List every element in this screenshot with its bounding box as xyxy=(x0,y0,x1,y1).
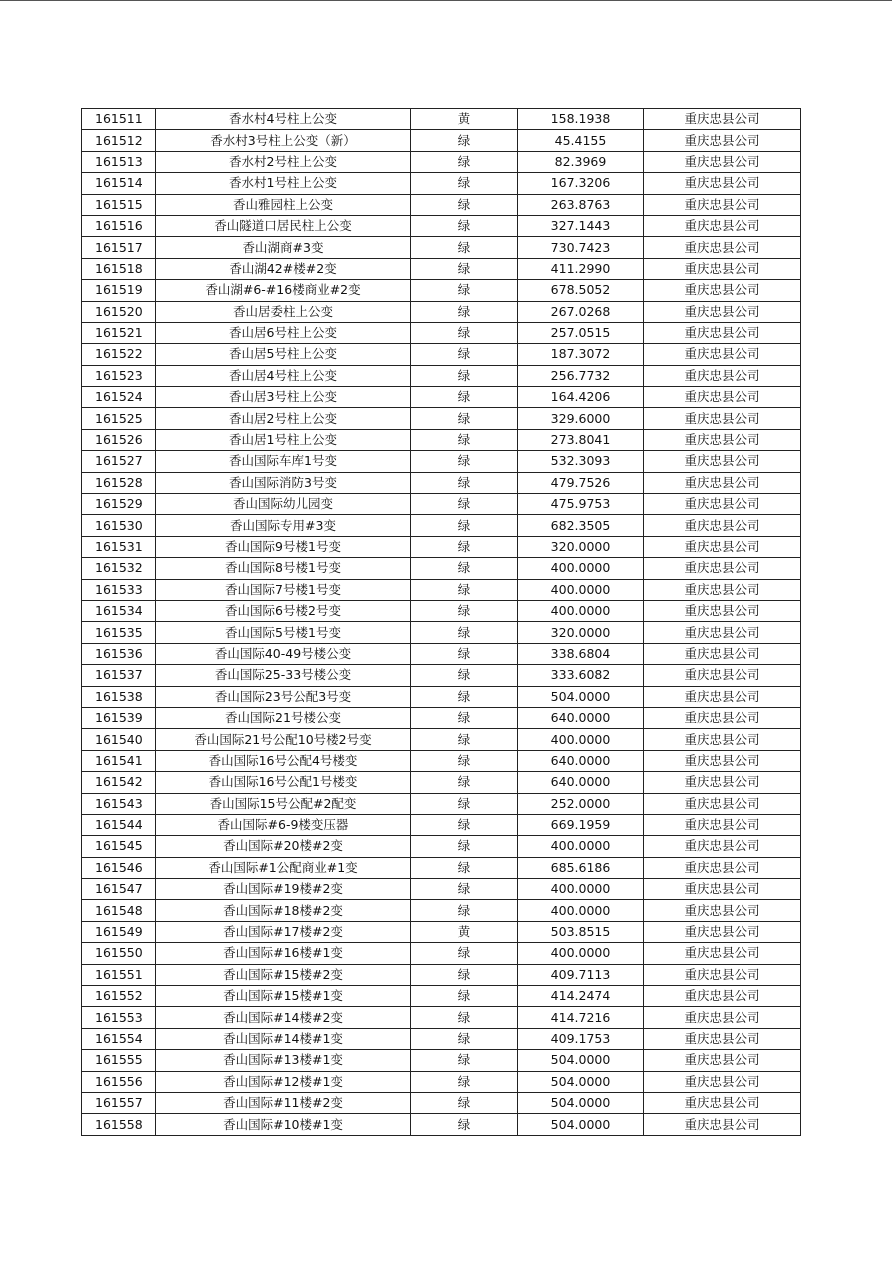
company-cell: 重庆忠县公司 xyxy=(644,1007,801,1028)
value-cell: 640.0000 xyxy=(518,772,644,793)
company-cell: 重庆忠县公司 xyxy=(644,857,801,878)
table-row xyxy=(82,173,801,194)
value-cell: 504.0000 xyxy=(518,1071,644,1092)
table-row xyxy=(82,964,801,985)
status-cell: 绿 xyxy=(411,237,518,258)
table-row xyxy=(82,1028,801,1049)
company-cell: 重庆忠县公司 xyxy=(644,130,801,151)
id-cell: 161536 xyxy=(82,643,156,664)
value-cell: 479.7526 xyxy=(518,472,644,493)
id-cell: 161529 xyxy=(82,494,156,515)
status-cell: 绿 xyxy=(411,515,518,536)
status-cell: 绿 xyxy=(411,814,518,835)
status-cell: 绿 xyxy=(411,494,518,515)
company-cell: 重庆忠县公司 xyxy=(644,237,801,258)
page-top-border xyxy=(0,0,892,1)
status-cell: 绿 xyxy=(411,750,518,771)
company-cell: 重庆忠县公司 xyxy=(644,1028,801,1049)
status-cell: 绿 xyxy=(411,130,518,151)
company-cell: 重庆忠县公司 xyxy=(644,194,801,215)
status-cell: 黄 xyxy=(411,921,518,942)
name-cell: 香山国际21号楼公变 xyxy=(156,707,411,728)
status-cell: 绿 xyxy=(411,579,518,600)
status-cell: 绿 xyxy=(411,472,518,493)
value-cell: 685.6186 xyxy=(518,857,644,878)
name-cell: 香山国际专用#3变 xyxy=(156,515,411,536)
value-cell: 678.5052 xyxy=(518,280,644,301)
table-row xyxy=(82,194,801,215)
id-cell: 161516 xyxy=(82,215,156,236)
name-cell: 香山国际车库1号变 xyxy=(156,451,411,472)
status-cell: 绿 xyxy=(411,365,518,386)
status-cell: 绿 xyxy=(411,707,518,728)
value-cell: 730.7423 xyxy=(518,237,644,258)
company-cell: 重庆忠县公司 xyxy=(644,215,801,236)
company-cell: 重庆忠县公司 xyxy=(644,986,801,1007)
id-cell: 161553 xyxy=(82,1007,156,1028)
value-cell: 409.1753 xyxy=(518,1028,644,1049)
name-cell: 香山国际16号公配1号楼变 xyxy=(156,772,411,793)
company-cell: 重庆忠县公司 xyxy=(644,1092,801,1113)
name-cell: 香山国际6号楼2号变 xyxy=(156,600,411,621)
value-cell: 164.4206 xyxy=(518,387,644,408)
value-cell: 329.6000 xyxy=(518,408,644,429)
value-cell: 504.0000 xyxy=(518,1050,644,1071)
company-cell: 重庆忠县公司 xyxy=(644,707,801,728)
value-cell: 400.0000 xyxy=(518,729,644,750)
company-cell: 重庆忠县公司 xyxy=(644,900,801,921)
table-row xyxy=(82,622,801,643)
value-cell: 532.3093 xyxy=(518,451,644,472)
table-row xyxy=(82,451,801,472)
value-cell: 400.0000 xyxy=(518,558,644,579)
id-cell: 161551 xyxy=(82,964,156,985)
name-cell: 香水村3号柱上公变（新） xyxy=(156,130,411,151)
name-cell: 香山国际8号楼1号变 xyxy=(156,558,411,579)
company-cell: 重庆忠县公司 xyxy=(644,836,801,857)
company-cell: 重庆忠县公司 xyxy=(644,387,801,408)
name-cell: 香山国际#14楼#1变 xyxy=(156,1028,411,1049)
company-cell: 重庆忠县公司 xyxy=(644,793,801,814)
company-cell: 重庆忠县公司 xyxy=(644,600,801,621)
id-cell: 161538 xyxy=(82,686,156,707)
status-cell: 绿 xyxy=(411,151,518,172)
table-row xyxy=(82,494,801,515)
id-cell: 161511 xyxy=(82,109,156,130)
value-cell: 504.0000 xyxy=(518,686,644,707)
name-cell: 香山国际#13楼#1变 xyxy=(156,1050,411,1071)
value-cell: 320.0000 xyxy=(518,536,644,557)
table-row xyxy=(82,921,801,942)
table-row xyxy=(82,772,801,793)
value-cell: 256.7732 xyxy=(518,365,644,386)
table-row xyxy=(82,1071,801,1092)
company-cell: 重庆忠县公司 xyxy=(644,665,801,686)
id-cell: 161513 xyxy=(82,151,156,172)
table-row xyxy=(82,387,801,408)
company-cell: 重庆忠县公司 xyxy=(644,750,801,771)
id-cell: 161518 xyxy=(82,258,156,279)
id-cell: 161514 xyxy=(82,173,156,194)
transformer-table xyxy=(81,108,801,1136)
status-cell: 绿 xyxy=(411,408,518,429)
status-cell: 绿 xyxy=(411,686,518,707)
status-cell: 绿 xyxy=(411,536,518,557)
table-row xyxy=(82,408,801,429)
id-cell: 161533 xyxy=(82,579,156,600)
status-cell: 绿 xyxy=(411,280,518,301)
name-cell: 香山国际25-33号楼公变 xyxy=(156,665,411,686)
company-cell: 重庆忠县公司 xyxy=(644,686,801,707)
value-cell: 400.0000 xyxy=(518,600,644,621)
table-row xyxy=(82,109,801,130)
status-cell: 绿 xyxy=(411,793,518,814)
name-cell: 香山居1号柱上公变 xyxy=(156,429,411,450)
status-cell: 绿 xyxy=(411,429,518,450)
id-cell: 161550 xyxy=(82,943,156,964)
id-cell: 161521 xyxy=(82,322,156,343)
name-cell: 香山国际5号楼1号变 xyxy=(156,622,411,643)
value-cell: 400.0000 xyxy=(518,900,644,921)
name-cell: 香山国际23号公配3号变 xyxy=(156,686,411,707)
name-cell: 香山湖#6-#16楼商业#2变 xyxy=(156,280,411,301)
table-row xyxy=(82,707,801,728)
id-cell: 161558 xyxy=(82,1114,156,1135)
id-cell: 161512 xyxy=(82,130,156,151)
status-cell: 绿 xyxy=(411,943,518,964)
id-cell: 161546 xyxy=(82,857,156,878)
value-cell: 187.3072 xyxy=(518,344,644,365)
company-cell: 重庆忠县公司 xyxy=(644,964,801,985)
status-cell: 绿 xyxy=(411,1071,518,1092)
status-cell: 绿 xyxy=(411,387,518,408)
company-cell: 重庆忠县公司 xyxy=(644,151,801,172)
name-cell: 香山国际40-49号楼公变 xyxy=(156,643,411,664)
table-row xyxy=(82,857,801,878)
company-cell: 重庆忠县公司 xyxy=(644,921,801,942)
table-row xyxy=(82,130,801,151)
company-cell: 重庆忠县公司 xyxy=(644,558,801,579)
id-cell: 161549 xyxy=(82,921,156,942)
id-cell: 161534 xyxy=(82,600,156,621)
table-row xyxy=(82,943,801,964)
table-row xyxy=(82,600,801,621)
value-cell: 263.8763 xyxy=(518,194,644,215)
id-cell: 161535 xyxy=(82,622,156,643)
name-cell: 香水村1号柱上公变 xyxy=(156,173,411,194)
id-cell: 161526 xyxy=(82,429,156,450)
table-row xyxy=(82,729,801,750)
status-cell: 绿 xyxy=(411,322,518,343)
company-cell: 重庆忠县公司 xyxy=(644,579,801,600)
name-cell: 香山国际#18楼#2变 xyxy=(156,900,411,921)
status-cell: 绿 xyxy=(411,772,518,793)
table-row xyxy=(82,515,801,536)
name-cell: 香山国际15号公配#2配变 xyxy=(156,793,411,814)
name-cell: 香山湖42#楼#2变 xyxy=(156,258,411,279)
id-cell: 161525 xyxy=(82,408,156,429)
table-row xyxy=(82,472,801,493)
company-cell: 重庆忠县公司 xyxy=(644,322,801,343)
status-cell: 绿 xyxy=(411,258,518,279)
name-cell: 香山国际#20楼#2变 xyxy=(156,836,411,857)
status-cell: 绿 xyxy=(411,1092,518,1113)
table-row xyxy=(82,750,801,771)
table-row xyxy=(82,322,801,343)
value-cell: 267.0268 xyxy=(518,301,644,322)
name-cell: 香山国际#16楼#1变 xyxy=(156,943,411,964)
value-cell: 414.2474 xyxy=(518,986,644,1007)
name-cell: 香山居委柱上公变 xyxy=(156,301,411,322)
status-cell: 绿 xyxy=(411,836,518,857)
id-cell: 161517 xyxy=(82,237,156,258)
status-cell: 绿 xyxy=(411,986,518,1007)
status-cell: 绿 xyxy=(411,665,518,686)
status-cell: 绿 xyxy=(411,344,518,365)
status-cell: 绿 xyxy=(411,173,518,194)
value-cell: 669.1959 xyxy=(518,814,644,835)
table-row xyxy=(82,814,801,835)
name-cell: 香山国际9号楼1号变 xyxy=(156,536,411,557)
value-cell: 333.6082 xyxy=(518,665,644,686)
value-cell: 682.3505 xyxy=(518,515,644,536)
company-cell: 重庆忠县公司 xyxy=(644,258,801,279)
value-cell: 400.0000 xyxy=(518,579,644,600)
id-cell: 161520 xyxy=(82,301,156,322)
status-cell: 绿 xyxy=(411,857,518,878)
id-cell: 161519 xyxy=(82,280,156,301)
company-cell: 重庆忠县公司 xyxy=(644,536,801,557)
id-cell: 161541 xyxy=(82,750,156,771)
name-cell: 香山隧道口居民柱上公变 xyxy=(156,215,411,236)
table-row xyxy=(82,558,801,579)
name-cell: 香水村4号柱上公变 xyxy=(156,109,411,130)
id-cell: 161523 xyxy=(82,365,156,386)
table-row xyxy=(82,258,801,279)
table-row xyxy=(82,280,801,301)
table-row xyxy=(82,536,801,557)
table-row xyxy=(82,900,801,921)
value-cell: 400.0000 xyxy=(518,836,644,857)
name-cell: 香山国际#14楼#2变 xyxy=(156,1007,411,1028)
id-cell: 161542 xyxy=(82,772,156,793)
id-cell: 161522 xyxy=(82,344,156,365)
id-cell: 161532 xyxy=(82,558,156,579)
name-cell: 香水村2号柱上公变 xyxy=(156,151,411,172)
status-cell: 绿 xyxy=(411,1114,518,1135)
value-cell: 327.1443 xyxy=(518,215,644,236)
name-cell: 香山国际#17楼#2变 xyxy=(156,921,411,942)
value-cell: 82.3969 xyxy=(518,151,644,172)
id-cell: 161544 xyxy=(82,814,156,835)
company-cell: 重庆忠县公司 xyxy=(644,173,801,194)
company-cell: 重庆忠县公司 xyxy=(644,365,801,386)
status-cell: 绿 xyxy=(411,451,518,472)
company-cell: 重庆忠县公司 xyxy=(644,1114,801,1135)
table-row xyxy=(82,301,801,322)
value-cell: 504.0000 xyxy=(518,1092,644,1113)
company-cell: 重庆忠县公司 xyxy=(644,494,801,515)
table-row xyxy=(82,151,801,172)
name-cell: 香山雅园柱上公变 xyxy=(156,194,411,215)
name-cell: 香山居4号柱上公变 xyxy=(156,365,411,386)
id-cell: 161530 xyxy=(82,515,156,536)
company-cell: 重庆忠县公司 xyxy=(644,301,801,322)
id-cell: 161531 xyxy=(82,536,156,557)
id-cell: 161545 xyxy=(82,836,156,857)
status-cell: 绿 xyxy=(411,964,518,985)
value-cell: 257.0515 xyxy=(518,322,644,343)
id-cell: 161528 xyxy=(82,472,156,493)
company-cell: 重庆忠县公司 xyxy=(644,729,801,750)
name-cell: 香山国际#10楼#1变 xyxy=(156,1114,411,1135)
table-row xyxy=(82,1007,801,1028)
table-row xyxy=(82,344,801,365)
name-cell: 香山居6号柱上公变 xyxy=(156,322,411,343)
value-cell: 504.0000 xyxy=(518,1114,644,1135)
id-cell: 161543 xyxy=(82,793,156,814)
value-cell: 45.4155 xyxy=(518,130,644,151)
value-cell: 400.0000 xyxy=(518,879,644,900)
name-cell: 香山国际#12楼#1变 xyxy=(156,1071,411,1092)
name-cell: 香山国际#1公配商业#1变 xyxy=(156,857,411,878)
value-cell: 409.7113 xyxy=(518,964,644,985)
value-cell: 640.0000 xyxy=(518,750,644,771)
company-cell: 重庆忠县公司 xyxy=(644,1050,801,1071)
name-cell: 香山居2号柱上公变 xyxy=(156,408,411,429)
id-cell: 161524 xyxy=(82,387,156,408)
value-cell: 414.7216 xyxy=(518,1007,644,1028)
table-row xyxy=(82,237,801,258)
table-row xyxy=(82,215,801,236)
table-row xyxy=(82,665,801,686)
id-cell: 161547 xyxy=(82,879,156,900)
status-cell: 绿 xyxy=(411,301,518,322)
company-cell: 重庆忠县公司 xyxy=(644,109,801,130)
company-cell: 重庆忠县公司 xyxy=(644,814,801,835)
name-cell: 香山国际16号公配4号楼变 xyxy=(156,750,411,771)
status-cell: 绿 xyxy=(411,729,518,750)
name-cell: 香山湖商#3变 xyxy=(156,237,411,258)
table-row xyxy=(82,793,801,814)
name-cell: 香山国际21号公配10号楼2号变 xyxy=(156,729,411,750)
id-cell: 161515 xyxy=(82,194,156,215)
value-cell: 158.1938 xyxy=(518,109,644,130)
table-row xyxy=(82,579,801,600)
status-cell: 绿 xyxy=(411,643,518,664)
company-cell: 重庆忠县公司 xyxy=(644,622,801,643)
table-row xyxy=(82,1092,801,1113)
id-cell: 161539 xyxy=(82,707,156,728)
company-cell: 重庆忠县公司 xyxy=(644,408,801,429)
name-cell: 香山国际#11楼#2变 xyxy=(156,1092,411,1113)
table-row xyxy=(82,365,801,386)
value-cell: 252.0000 xyxy=(518,793,644,814)
table-row xyxy=(82,429,801,450)
value-cell: 273.8041 xyxy=(518,429,644,450)
table-row xyxy=(82,879,801,900)
company-cell: 重庆忠县公司 xyxy=(644,280,801,301)
value-cell: 475.9753 xyxy=(518,494,644,515)
table-row xyxy=(82,1050,801,1071)
status-cell: 绿 xyxy=(411,879,518,900)
company-cell: 重庆忠县公司 xyxy=(644,1071,801,1092)
company-cell: 重庆忠县公司 xyxy=(644,429,801,450)
table-row xyxy=(82,686,801,707)
status-cell: 绿 xyxy=(411,900,518,921)
table-row xyxy=(82,836,801,857)
value-cell: 167.3206 xyxy=(518,173,644,194)
id-cell: 161552 xyxy=(82,986,156,1007)
id-cell: 161556 xyxy=(82,1071,156,1092)
value-cell: 338.6804 xyxy=(518,643,644,664)
name-cell: 香山国际7号楼1号变 xyxy=(156,579,411,600)
value-cell: 320.0000 xyxy=(518,622,644,643)
status-cell: 黄 xyxy=(411,109,518,130)
table-row xyxy=(82,986,801,1007)
name-cell: 香山国际#19楼#2变 xyxy=(156,879,411,900)
status-cell: 绿 xyxy=(411,1007,518,1028)
company-cell: 重庆忠县公司 xyxy=(644,451,801,472)
name-cell: 香山居3号柱上公变 xyxy=(156,387,411,408)
value-cell: 411.2990 xyxy=(518,258,644,279)
table-row xyxy=(82,643,801,664)
company-cell: 重庆忠县公司 xyxy=(644,344,801,365)
status-cell: 绿 xyxy=(411,558,518,579)
id-cell: 161527 xyxy=(82,451,156,472)
id-cell: 161554 xyxy=(82,1028,156,1049)
name-cell: 香山居5号柱上公变 xyxy=(156,344,411,365)
id-cell: 161540 xyxy=(82,729,156,750)
company-cell: 重庆忠县公司 xyxy=(644,943,801,964)
company-cell: 重庆忠县公司 xyxy=(644,643,801,664)
id-cell: 161537 xyxy=(82,665,156,686)
value-cell: 640.0000 xyxy=(518,707,644,728)
company-cell: 重庆忠县公司 xyxy=(644,472,801,493)
status-cell: 绿 xyxy=(411,194,518,215)
table-row xyxy=(82,1114,801,1135)
id-cell: 161555 xyxy=(82,1050,156,1071)
name-cell: 香山国际#6-9楼变压器 xyxy=(156,814,411,835)
name-cell: 香山国际#15楼#2变 xyxy=(156,964,411,985)
id-cell: 161557 xyxy=(82,1092,156,1113)
table-body xyxy=(82,109,801,1136)
company-cell: 重庆忠县公司 xyxy=(644,772,801,793)
status-cell: 绿 xyxy=(411,1028,518,1049)
status-cell: 绿 xyxy=(411,1050,518,1071)
name-cell: 香山国际消防3号变 xyxy=(156,472,411,493)
status-cell: 绿 xyxy=(411,215,518,236)
id-cell: 161548 xyxy=(82,900,156,921)
status-cell: 绿 xyxy=(411,622,518,643)
status-cell: 绿 xyxy=(411,600,518,621)
name-cell: 香山国际#15楼#1变 xyxy=(156,986,411,1007)
company-cell: 重庆忠县公司 xyxy=(644,515,801,536)
company-cell: 重庆忠县公司 xyxy=(644,879,801,900)
value-cell: 400.0000 xyxy=(518,943,644,964)
name-cell: 香山国际幼儿园变 xyxy=(156,494,411,515)
value-cell: 503.8515 xyxy=(518,921,644,942)
